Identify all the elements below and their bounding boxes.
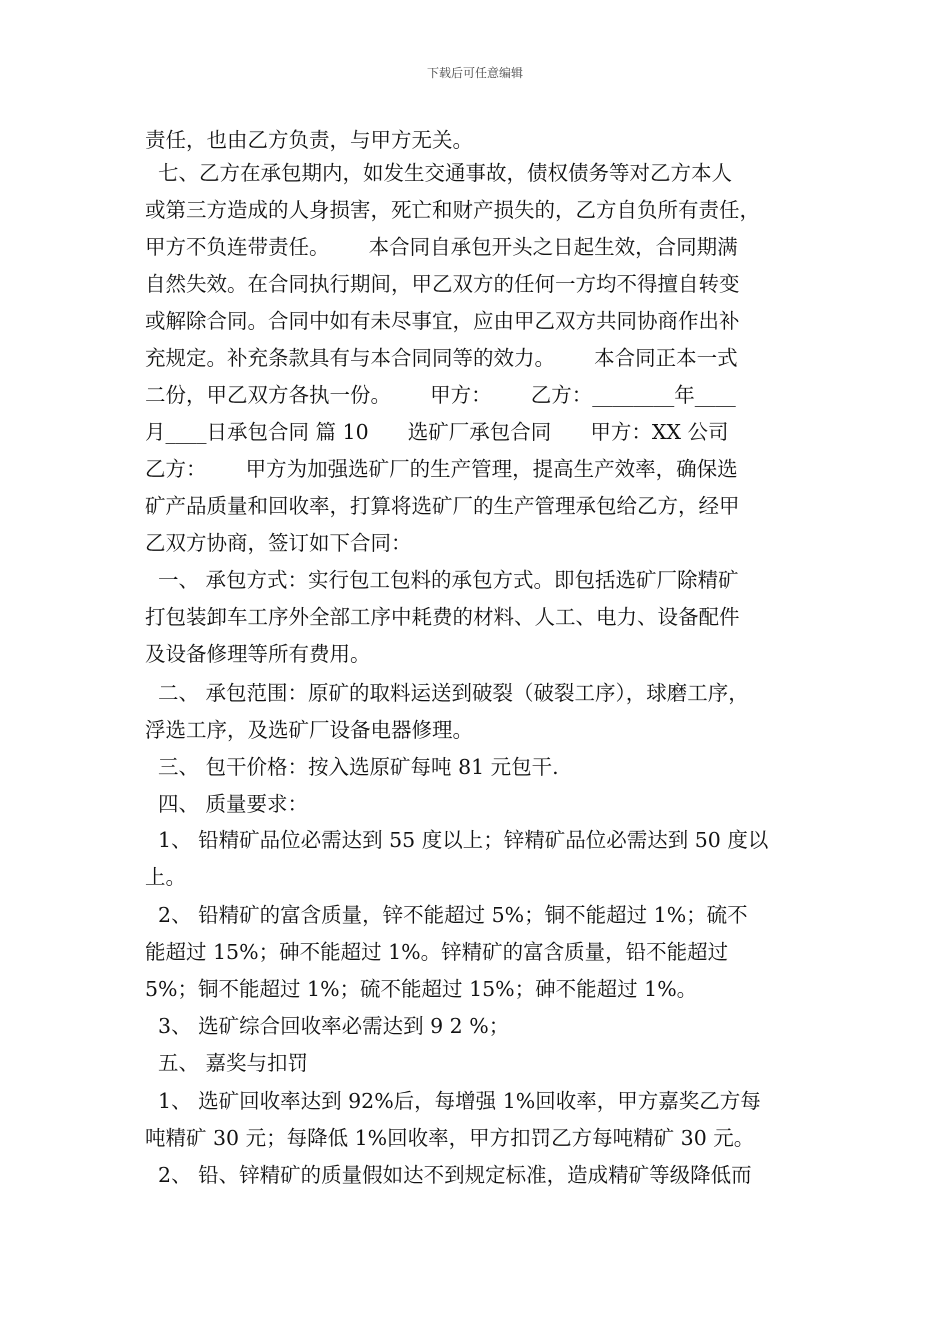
text-line: 二、 承包范围：原矿的取料运送到破裂（破裂工序），球磨工序，	[145, 681, 749, 705]
text-line: 责任，也由乙方负责，与甲方无关。	[145, 128, 473, 152]
text-line: 一、 承包方式：实行包工包料的承包方式。即包括选矿厂除精矿	[145, 568, 739, 592]
text-line: 月____日承包合同 篇 10 选矿厂承包合同 甲方：XX 公司	[145, 420, 729, 444]
page-header: 下载后可任意编辑	[426, 66, 523, 80]
text-line: 五、 嘉奖与扣罚	[145, 1051, 309, 1075]
text-line: 二份，甲乙双方各执一份。 甲方： 乙方：________年____	[145, 383, 736, 407]
text-line: 甲方不负连带责任。 本合同自承包开头之日起生效，合同期满	[145, 235, 738, 259]
text-line: 及设备修理等所有费用。	[145, 642, 371, 666]
text-line: 浮选工序，及选矿厂设备电器修理。	[145, 718, 473, 742]
text-line: 上。	[145, 865, 186, 889]
text-line: 3、 选矿综合回收率必需达到 9 2 %；	[145, 1014, 510, 1038]
text-line: 2、 铅、锌精矿的质量假如达不到规定标准，造成精矿等级降低而	[145, 1163, 752, 1187]
text-line: 或第三方造成的人身损害，死亡和财产损失的，乙方自负所有责任，	[145, 198, 760, 222]
text-line: 2、 铅精矿的富含质量，锌不能超过 5%；铜不能超过 1%；硫不	[145, 903, 748, 927]
text-line: 矿产品质量和回收率，打算将选矿厂的生产管理承包给乙方，经甲	[145, 494, 740, 518]
text-line: 充规定。补充条款具有与本合同同等的效力。 本合同正本一式	[145, 346, 738, 370]
text-line: 自然失效。在合同执行期间，甲乙双方的任何一方均不得擅自转变	[145, 272, 740, 296]
text-line: 或解除合同。合同中如有未尽事宜，应由甲乙双方共同协商作出补	[145, 309, 740, 333]
text-line: 1、 铅精矿品位必需达到 55 度以上；锌精矿品位必需达到 50 度以	[145, 828, 769, 852]
text-line: 能超过 15%；砷不能超过 1%。锌精矿的富含质量，铅不能超过	[145, 940, 729, 964]
text-line: 吨精矿 30 元；每降低 1%回收率，甲方扣罚乙方每吨精矿 30 元。	[145, 1126, 755, 1150]
text-line: 5%；铜不能超过 1%；硫不能超过 15%；砷不能超过 1%。	[145, 977, 698, 1001]
text-line: 打包装卸车工序外全部工序中耗费的材料、人工、电力、设备配件	[145, 605, 740, 629]
text-line: 三、 包干价格：按入选原矿每吨 81 元包干.	[145, 755, 559, 779]
text-line: 四、 质量要求：	[145, 792, 309, 816]
text-line: 乙双方协商，签订如下合同：	[145, 531, 412, 555]
text-line: 乙方： 甲方为加强选矿厂的生产管理，提高生产效率，确保选	[145, 457, 738, 481]
text-line: 七、乙方在承包期内，如发生交通事故，债权债务等对乙方本人	[145, 161, 733, 185]
text-line: 1、 选矿回收率达到 92%后，每增强 1%回收率，甲方嘉奖乙方每	[145, 1089, 761, 1113]
